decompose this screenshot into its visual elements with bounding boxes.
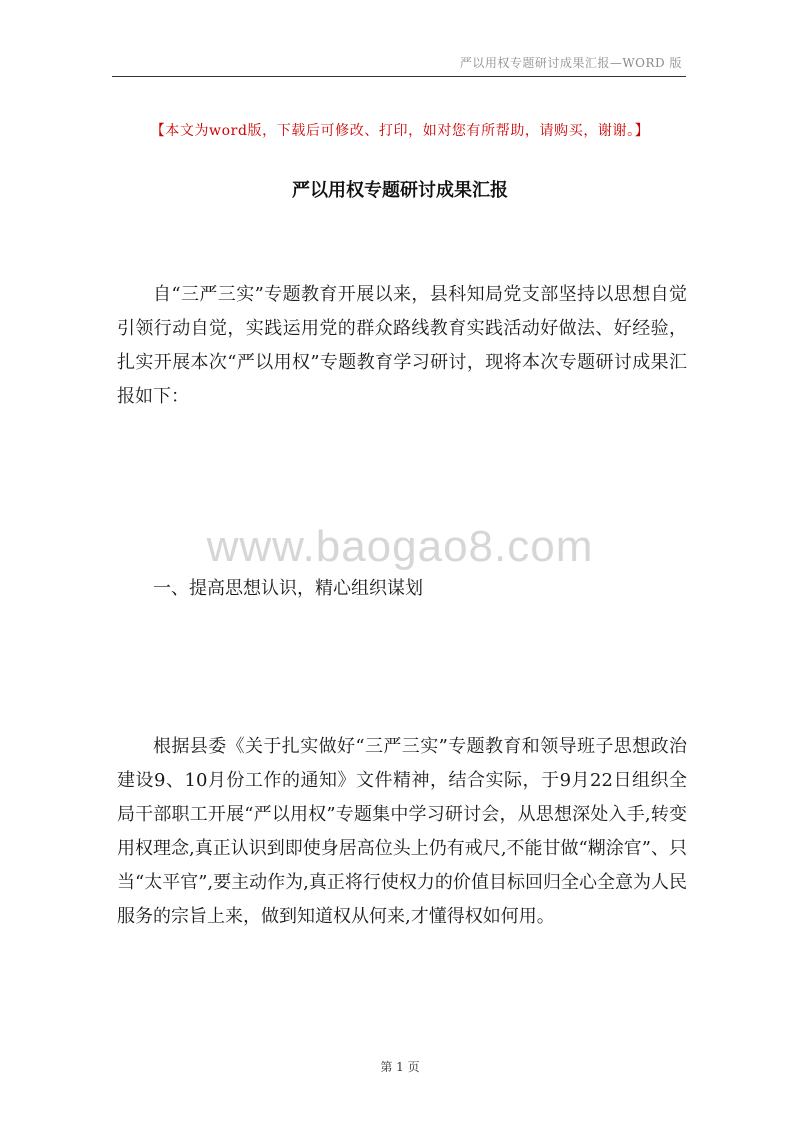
section-heading: 一、提高思想认识，精心组织谋划 [153,578,423,599]
header-divider [112,76,686,77]
intro-paragraph: 自“三严三实”专题教育开展以来，县科知局党支部坚持以思想自觉引领行动自觉，实践运用党的群众路线教育实践活动好做法、好经验，扎实开展本次“严以用权”专题教育学习研讨，现将本次专题研讨成果汇报如下： [117,284,687,407]
running-header: 严以用权专题研讨成果汇报—WORD 版 [459,56,682,70]
document-title: 严以用权专题研讨成果汇报 [292,180,508,201]
purchase-notice: 【本文为word版，下载后可修改、打印，如对您有所帮助，请购买，谢谢。】 [150,123,650,139]
section-paragraph: 根据县委《关于扎实做好“三严三实”专题教育和领导班子思想政治建设9、10月份工作的通知》文件精神，结合实际，于9月22日组织全局干部职工开展“严以用权”专题集中学习研讨会，从思想深处入手,转变用权理念,真正认识到即使身居高位头上仍有戒尺,不能甘做“糊涂官”、只当“太平官”,要主动作为,真正将行使权力的价值目标回归全心全意为人民服务的宗旨上来，做到知道权从何来,才懂得权如何用。 [117,736,687,927]
page-number: 第 1 页 [380,1060,420,1074]
site-watermark: www.baogao8.com [206,522,594,571]
